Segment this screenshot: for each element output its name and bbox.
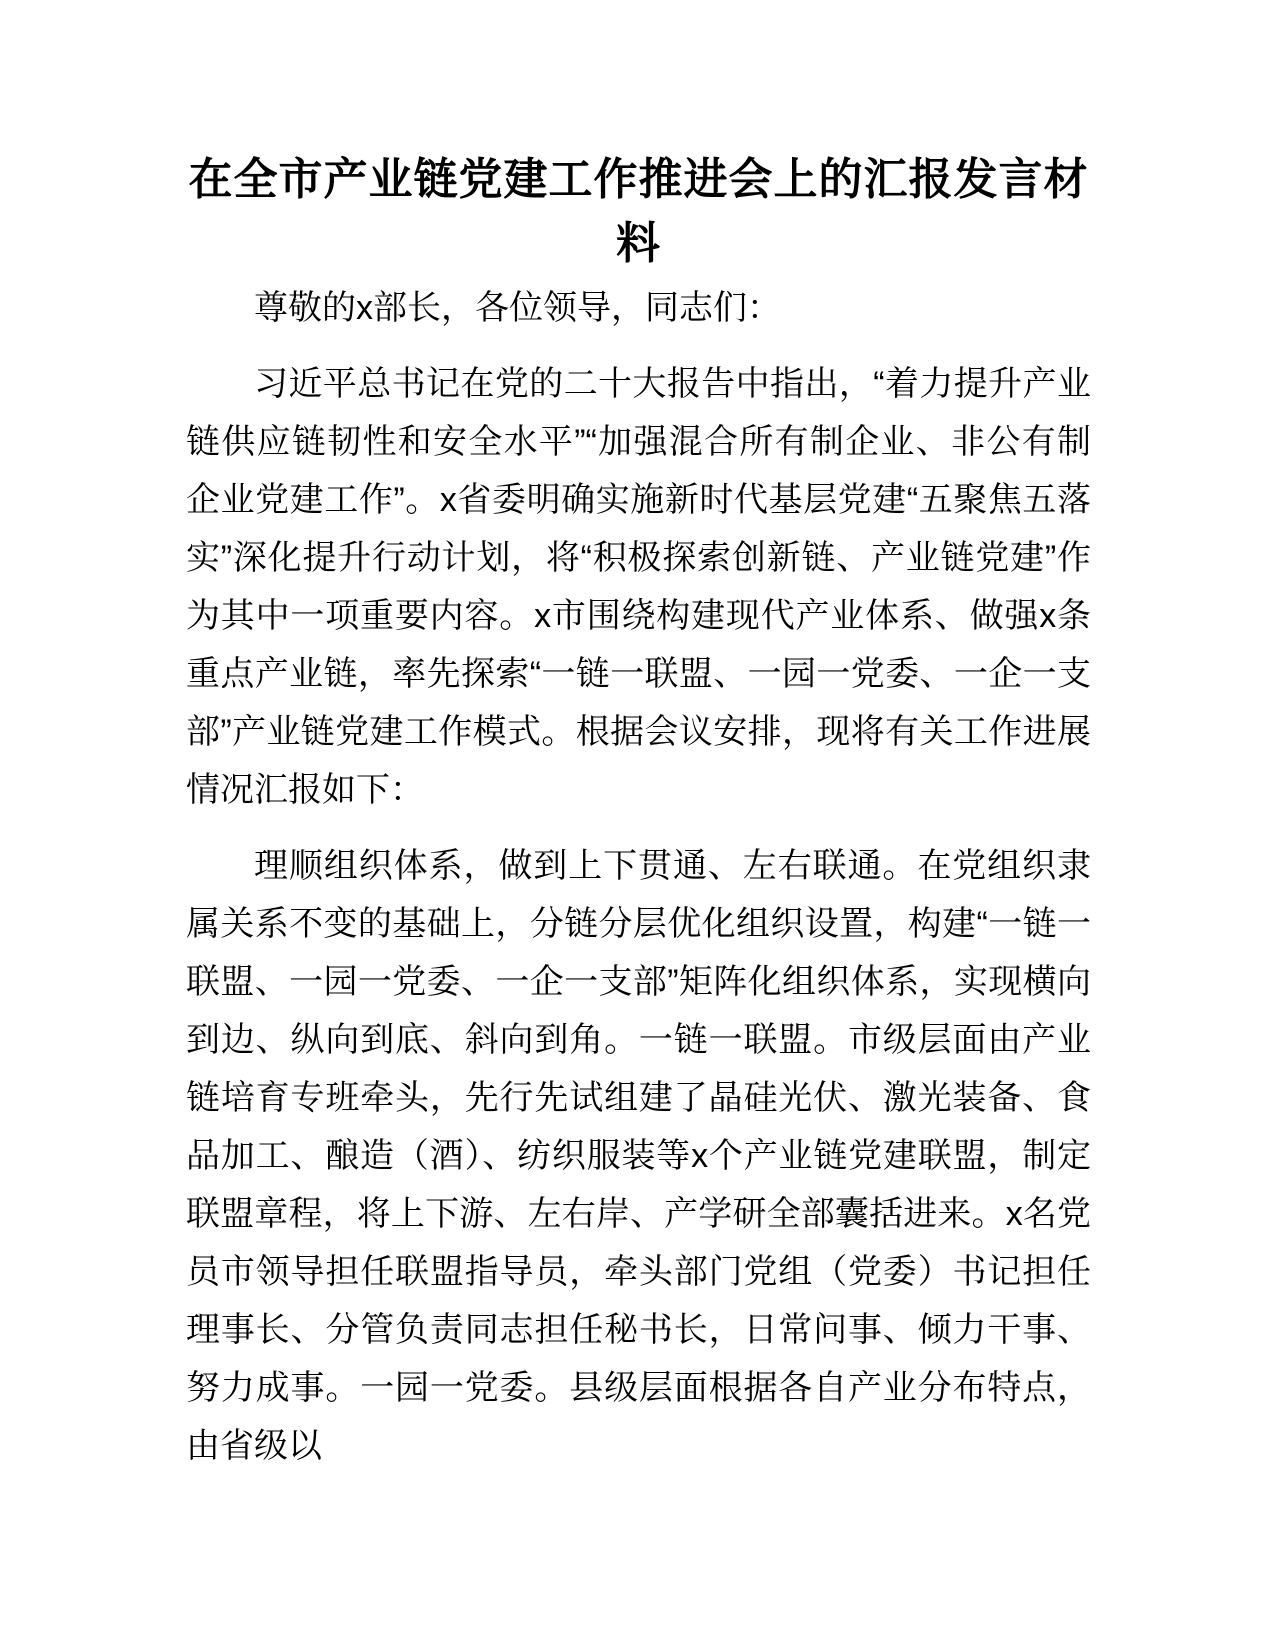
body-paragraph: 理顺组织体系，做到上下贯通、左右联通。在党组织隶属关系不变的基础上，分链分层优化组织设置，构建“一链一联盟、一园一党委、一企一支部”矩阵化组织体系，实现横向到边、纵向到底、斜向到角。一链一联盟。市级层面由产业链培育专班牵头，先行先试组建了晶硅光伏、激光装备、食品加工、酿造（酒）、纺织服装等x个产业链党建联盟，制定联盟章程，将上下游、左右岸、产学研全部囊括进来。x名党员市领导担任联盟指导员，牵头部门党组（党委）书记担任理事长、分管负责同志担任秘书长，日常问事、倾力干事、努力成事。一园一党委。县级层面根据各自产业分布特点，由省级以 [186, 847, 1091, 1465]
document-title: 在全市产业链党建工作推进会上的汇报发言材料 [188, 155, 1089, 268]
salutation-paragraph: 尊敬的x部长，各位领导，同志们： [254, 289, 781, 327]
intro-paragraph: 习近平总书记在党的二十大报告中指出，“着力提升产业链供应链韧性和安全水平”“加强混合所有制企业、非公有制企业党建工作”。x省委明确实施新时代基层党建“五聚焦五落实”深化提升行动计划，将“积极探索创新链、产业链党建”作为其中一项重要内容。x市围绕构建现代产业体系、做强x条重点产业链，率先探索“一链一联盟、一园一党委、一企一支部”产业链党建工作模式。根据会议安排，现将有关工作进展情况汇报如下： [186, 365, 1091, 809]
